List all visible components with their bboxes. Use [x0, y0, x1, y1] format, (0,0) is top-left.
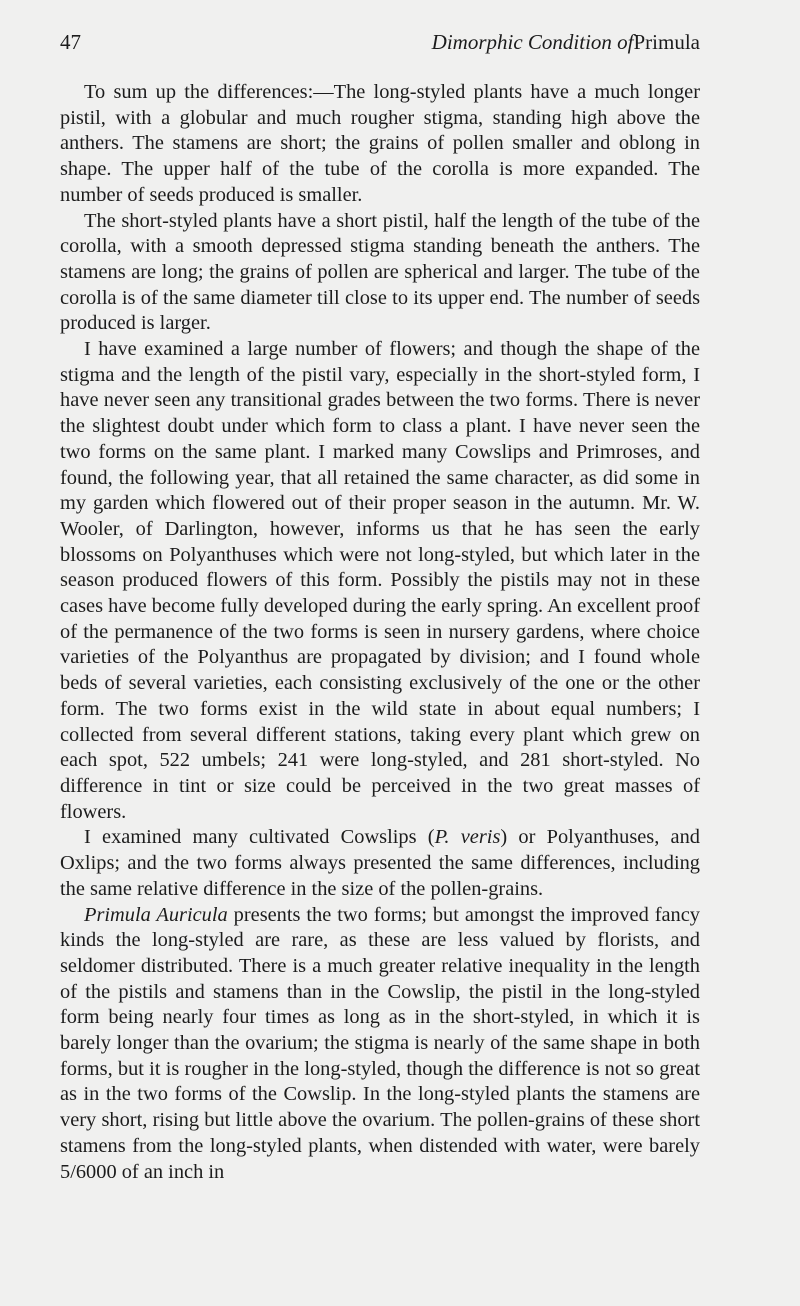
body-text [60, 80, 700, 1185]
paragraph-cowslips [60, 825, 700, 902]
running-title [432, 30, 700, 55]
paragraph-auricula [60, 903, 700, 1186]
paragraph-auricula-text: presents the two forms; but amongst the improved fancy kinds the long-styled are rare, as these are less valued by florists, and seldomer distributed. There is a much greater relative inequality in the length of the pistils and stamens than in the Cowslip, the pistil in the long-styled form being nearly four times as long as in the short-styled, in which it is barely longer than the ovarium; the stigma is nearly of the same shape in both forms, but it is rougher in the long-styled, though the difference is not so great as in the two forms of the Cowslip. In the long-styled plants the stamens are very short, rising but little above the ovarium. The pollen-grains of these short stamens from the long-styled plants, when distended with water, were barely 5/6000 of an inch in [60, 903, 700, 1183]
running-header [60, 30, 700, 64]
paragraph-short-styled: The short-styled plants have a short pistil, half the length of the tube of the corolla, with a smooth depressed stigma standing beneath the anthers. The stamens are long; the grains of pollen are spherical and larger. The tube of the corolla is of the same diameter till close to its upper end. The number of seeds produced is larger. [60, 209, 700, 335]
species-name-auricula: Primula Auricula [84, 903, 228, 926]
page-number: 47 [60, 30, 81, 54]
running-title-italic: Dimorphic Condition of [431, 30, 634, 54]
paragraph-cowslips-start: I examined many cultivated Cowslips ( [84, 826, 435, 849]
paragraph-observations: I have examined a large number of flowers; and though the shape of the stigma and the length of the pistil vary, especially in the short-styled form, I have never seen any transitional grades between the two forms. There is never the slightest doubt under which form to class a plant. I have never seen the two forms on the same plant. I marked many Cowslips and Primroses, and found, the following year, that all retained the same character, as did some in my garden which flowered out of their proper season in the autumn. Mr. W. Wooler, of Darlington, however, informs us that he has seen the early blossoms on Polyanthuses which were not long-styled, but which later in the season produced flowers of this form. Possibly the pistils may not in these cases have become fully developed during the early spring. An excellent proof of the permanence of the two forms is seen in nursery gardens, where choice varieties of the Polyanthus are propagated by division; and I found whole beds of several varieties, each consisting exclusively of the one or the other form. The two forms exist in the wild state in about equal numbers; I collected from several different stations, taking every plant which grew on each spot, 522 umbels; 241 were long-styled, and 281 short-styled. No difference in tint or size could be perceived in the two great masses of flowers. [60, 338, 700, 823]
species-name-italic: P. veris [434, 826, 501, 849]
paragraph-summary: To sum up the differences:—The long-styled plants have a much longer pistil, with a globular and much rougher stigma, standing high above the anthers. The stamens are short; the grains of pollen smaller and oblong in shape. The upper half of the tube of the corolla is more expanded. The number of seeds produced is smaller. [60, 81, 700, 206]
running-title-genus: Primula [633, 30, 700, 54]
paragraph-cowslips-end: ) or Polyanthuses, and Oxlips; and the two forms always presented the same differences, including the same relative difference in the size of the pollen-grains. [60, 826, 700, 900]
